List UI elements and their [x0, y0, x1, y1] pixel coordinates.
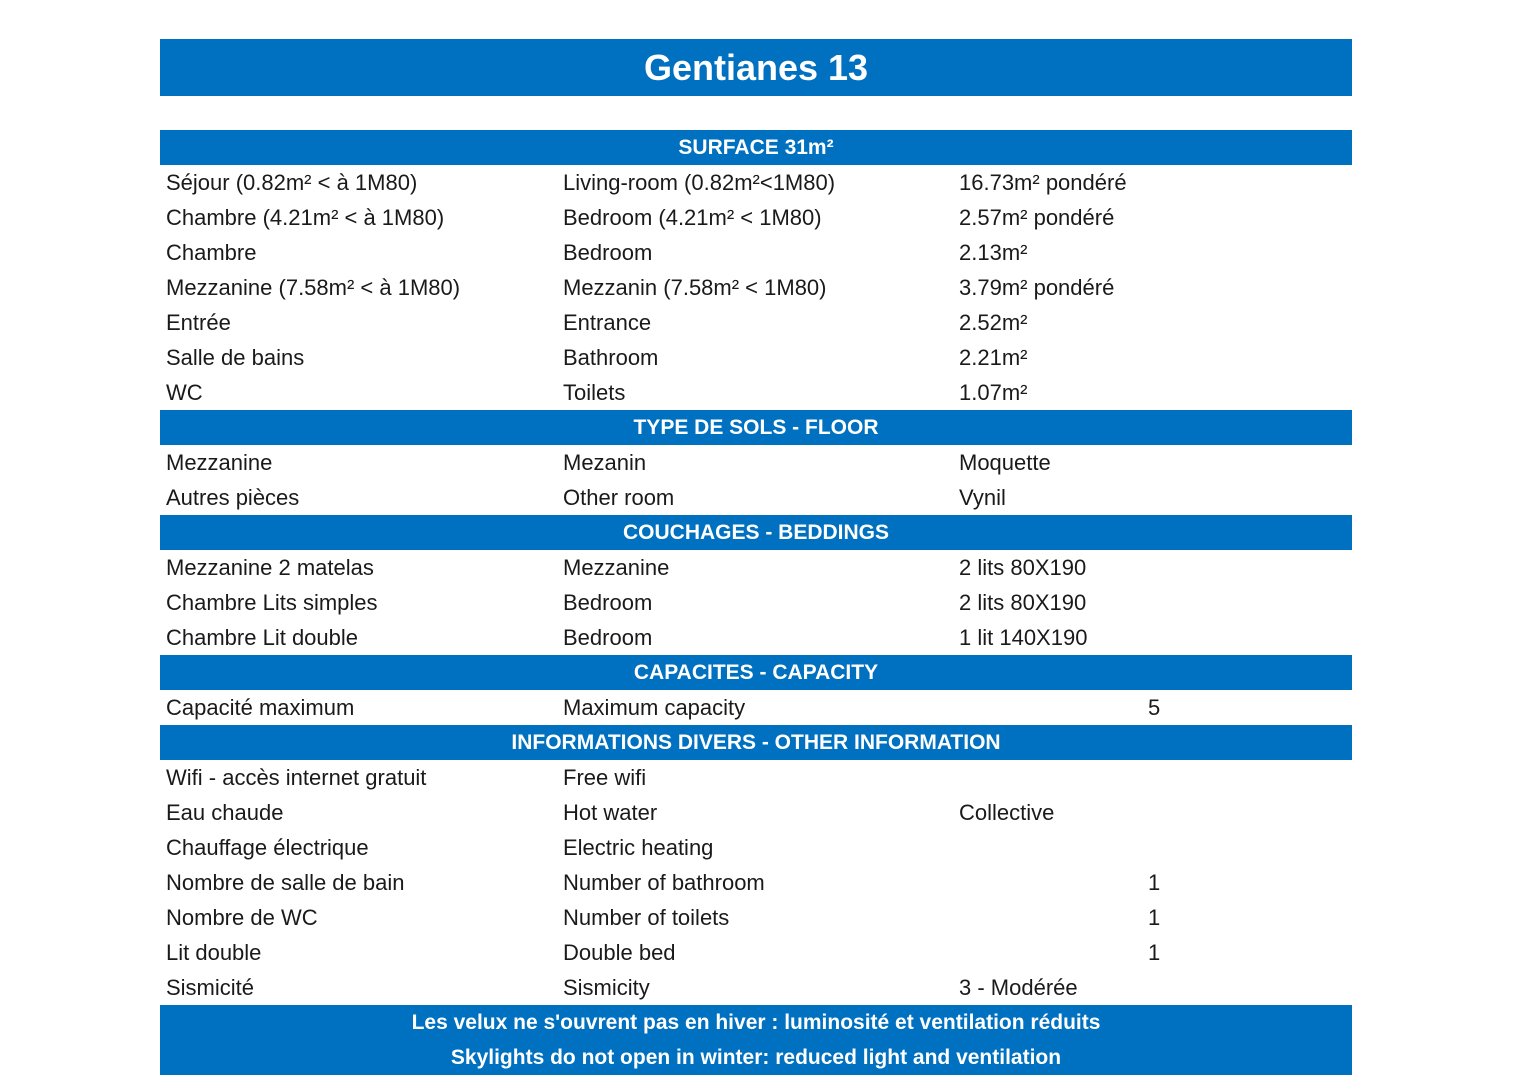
table-row: [160, 305, 1352, 340]
cell-count: 5: [1148, 695, 1161, 720]
table-row: [160, 200, 1352, 235]
table-row: [160, 900, 1352, 935]
cell-english: Number of bathroom: [563, 870, 765, 895]
table-row: [160, 445, 1352, 480]
table-row: [160, 585, 1352, 620]
cell-english: Sismicity: [563, 975, 650, 1000]
cell-english: Bedroom: [563, 625, 653, 650]
cell-value: 1 lit 140X190: [959, 625, 1088, 650]
table-row: [160, 795, 1352, 830]
cell-count: 1: [1148, 870, 1161, 895]
floor-rows: [160, 445, 1352, 515]
cell-french: WC: [166, 380, 203, 405]
cell-english: Hot water: [563, 800, 658, 825]
cell-english: Double bed: [563, 940, 676, 965]
info-sheet: [160, 130, 1352, 1075]
table-row: [160, 375, 1352, 410]
table-row: [160, 165, 1352, 200]
table-row: [160, 970, 1352, 1005]
cell-english: Bedroom: [563, 240, 653, 265]
cell-french: Wifi - accès internet gratuit: [166, 765, 427, 790]
capacity-rows: [160, 690, 1352, 725]
cell-french: Nombre de WC: [166, 905, 318, 930]
section-header-beddings: COUCHAGES - BEDDINGS: [160, 515, 1352, 550]
cell-french: Eau chaude: [166, 800, 284, 825]
table-row: [160, 865, 1352, 900]
cell-value: 2 lits 80X190: [959, 590, 1087, 615]
section-header-capacity: CAPACITES - CAPACITY: [160, 655, 1352, 690]
cell-french: Salle de bains: [166, 345, 305, 370]
section-header-surface: SURFACE 31m²: [160, 130, 1352, 165]
cell-english: Number of toilets: [563, 905, 730, 930]
cell-french: Sismicité: [166, 975, 255, 1000]
cell-english: Entrance: [563, 310, 652, 335]
table-row: [160, 270, 1352, 305]
cell-value: Vynil: [959, 485, 1006, 510]
cell-value: Collective: [959, 800, 1055, 825]
cell-english: Free wifi: [563, 765, 647, 790]
footer-notice-en: Skylights do not open in winter: reduced light and ventilation: [450, 1046, 1062, 1069]
cell-french: Mezzanine: [166, 450, 273, 475]
cell-value: 2.57m² pondéré: [959, 205, 1115, 230]
section-header-floor: TYPE DE SOLS - FLOOR: [160, 410, 1352, 445]
cell-english: Bedroom: [563, 590, 653, 615]
cell-french: Chambre: [166, 240, 257, 265]
cell-value: 2 lits 80X190: [959, 555, 1087, 580]
table-row: [160, 480, 1352, 515]
cell-french: Autres pièces: [166, 485, 300, 510]
cell-french: Chambre (4.21m² < à 1M80): [166, 205, 445, 230]
cell-english: Bedroom (4.21m² < 1M80): [563, 205, 822, 230]
cell-french: Lit double: [166, 940, 262, 965]
cell-english: Maximum capacity: [563, 695, 746, 720]
cell-french: Entrée: [166, 310, 231, 335]
cell-english: Electric heating: [563, 835, 714, 860]
cell-count: 1: [1148, 905, 1161, 930]
cell-english: Bathroom: [563, 345, 659, 370]
cell-french: Capacité maximum: [166, 695, 355, 720]
cell-english: Mezzanin (7.58m² < 1M80): [563, 275, 827, 300]
cell-value: 16.73m² pondéré: [959, 170, 1127, 195]
cell-value: Moquette: [959, 450, 1051, 475]
cell-french: Chauffage électrique: [166, 835, 369, 860]
table-row: [160, 830, 1352, 865]
table-row: [160, 935, 1352, 970]
cell-french: Mezzanine (7.58m² < à 1M80): [166, 275, 461, 300]
cell-english: Toilets: [563, 380, 626, 405]
cell-value: 1.07m²: [959, 380, 1028, 405]
cell-french: Nombre de salle de bain: [166, 870, 405, 895]
cell-french: Chambre Lits simples: [166, 590, 378, 615]
table-row: [160, 690, 1352, 725]
section-header-info: INFORMATIONS DIVERS - OTHER INFORMATION: [160, 725, 1352, 760]
cell-value: 3 - Modérée: [959, 975, 1078, 1000]
cell-french: Chambre Lit double: [166, 625, 359, 650]
cell-french: Mezzanine 2 matelas: [166, 555, 374, 580]
table-row: [160, 235, 1352, 270]
table-row: [160, 550, 1352, 585]
cell-french: Séjour (0.82m² < à 1M80): [166, 170, 418, 195]
cell-english: Other room: [563, 485, 675, 510]
cell-english: Mezzanine: [563, 555, 670, 580]
table-row: [160, 760, 1352, 795]
info-rows: [160, 760, 1352, 1005]
cell-value: 2.52m²: [959, 310, 1028, 335]
surface-rows: [160, 165, 1352, 410]
table-row: [160, 340, 1352, 375]
cell-count: 1: [1148, 940, 1161, 965]
table-row: [160, 620, 1352, 655]
cell-value: 2.21m²: [959, 345, 1028, 370]
footer-notice: [160, 1005, 1352, 1075]
cell-value: 3.79m² pondéré: [959, 275, 1115, 300]
page-title: Gentianes 13: [160, 39, 1352, 96]
cell-english: Mezanin: [563, 450, 647, 475]
cell-value: 2.13m²: [959, 240, 1028, 265]
cell-english: Living-room (0.82m²<1M80): [563, 170, 836, 195]
beddings-rows: [160, 550, 1352, 655]
footer-notice-fr: Les velux ne s'ouvrent pas en hiver : luminosité et ventilation réduits: [411, 1011, 1101, 1034]
